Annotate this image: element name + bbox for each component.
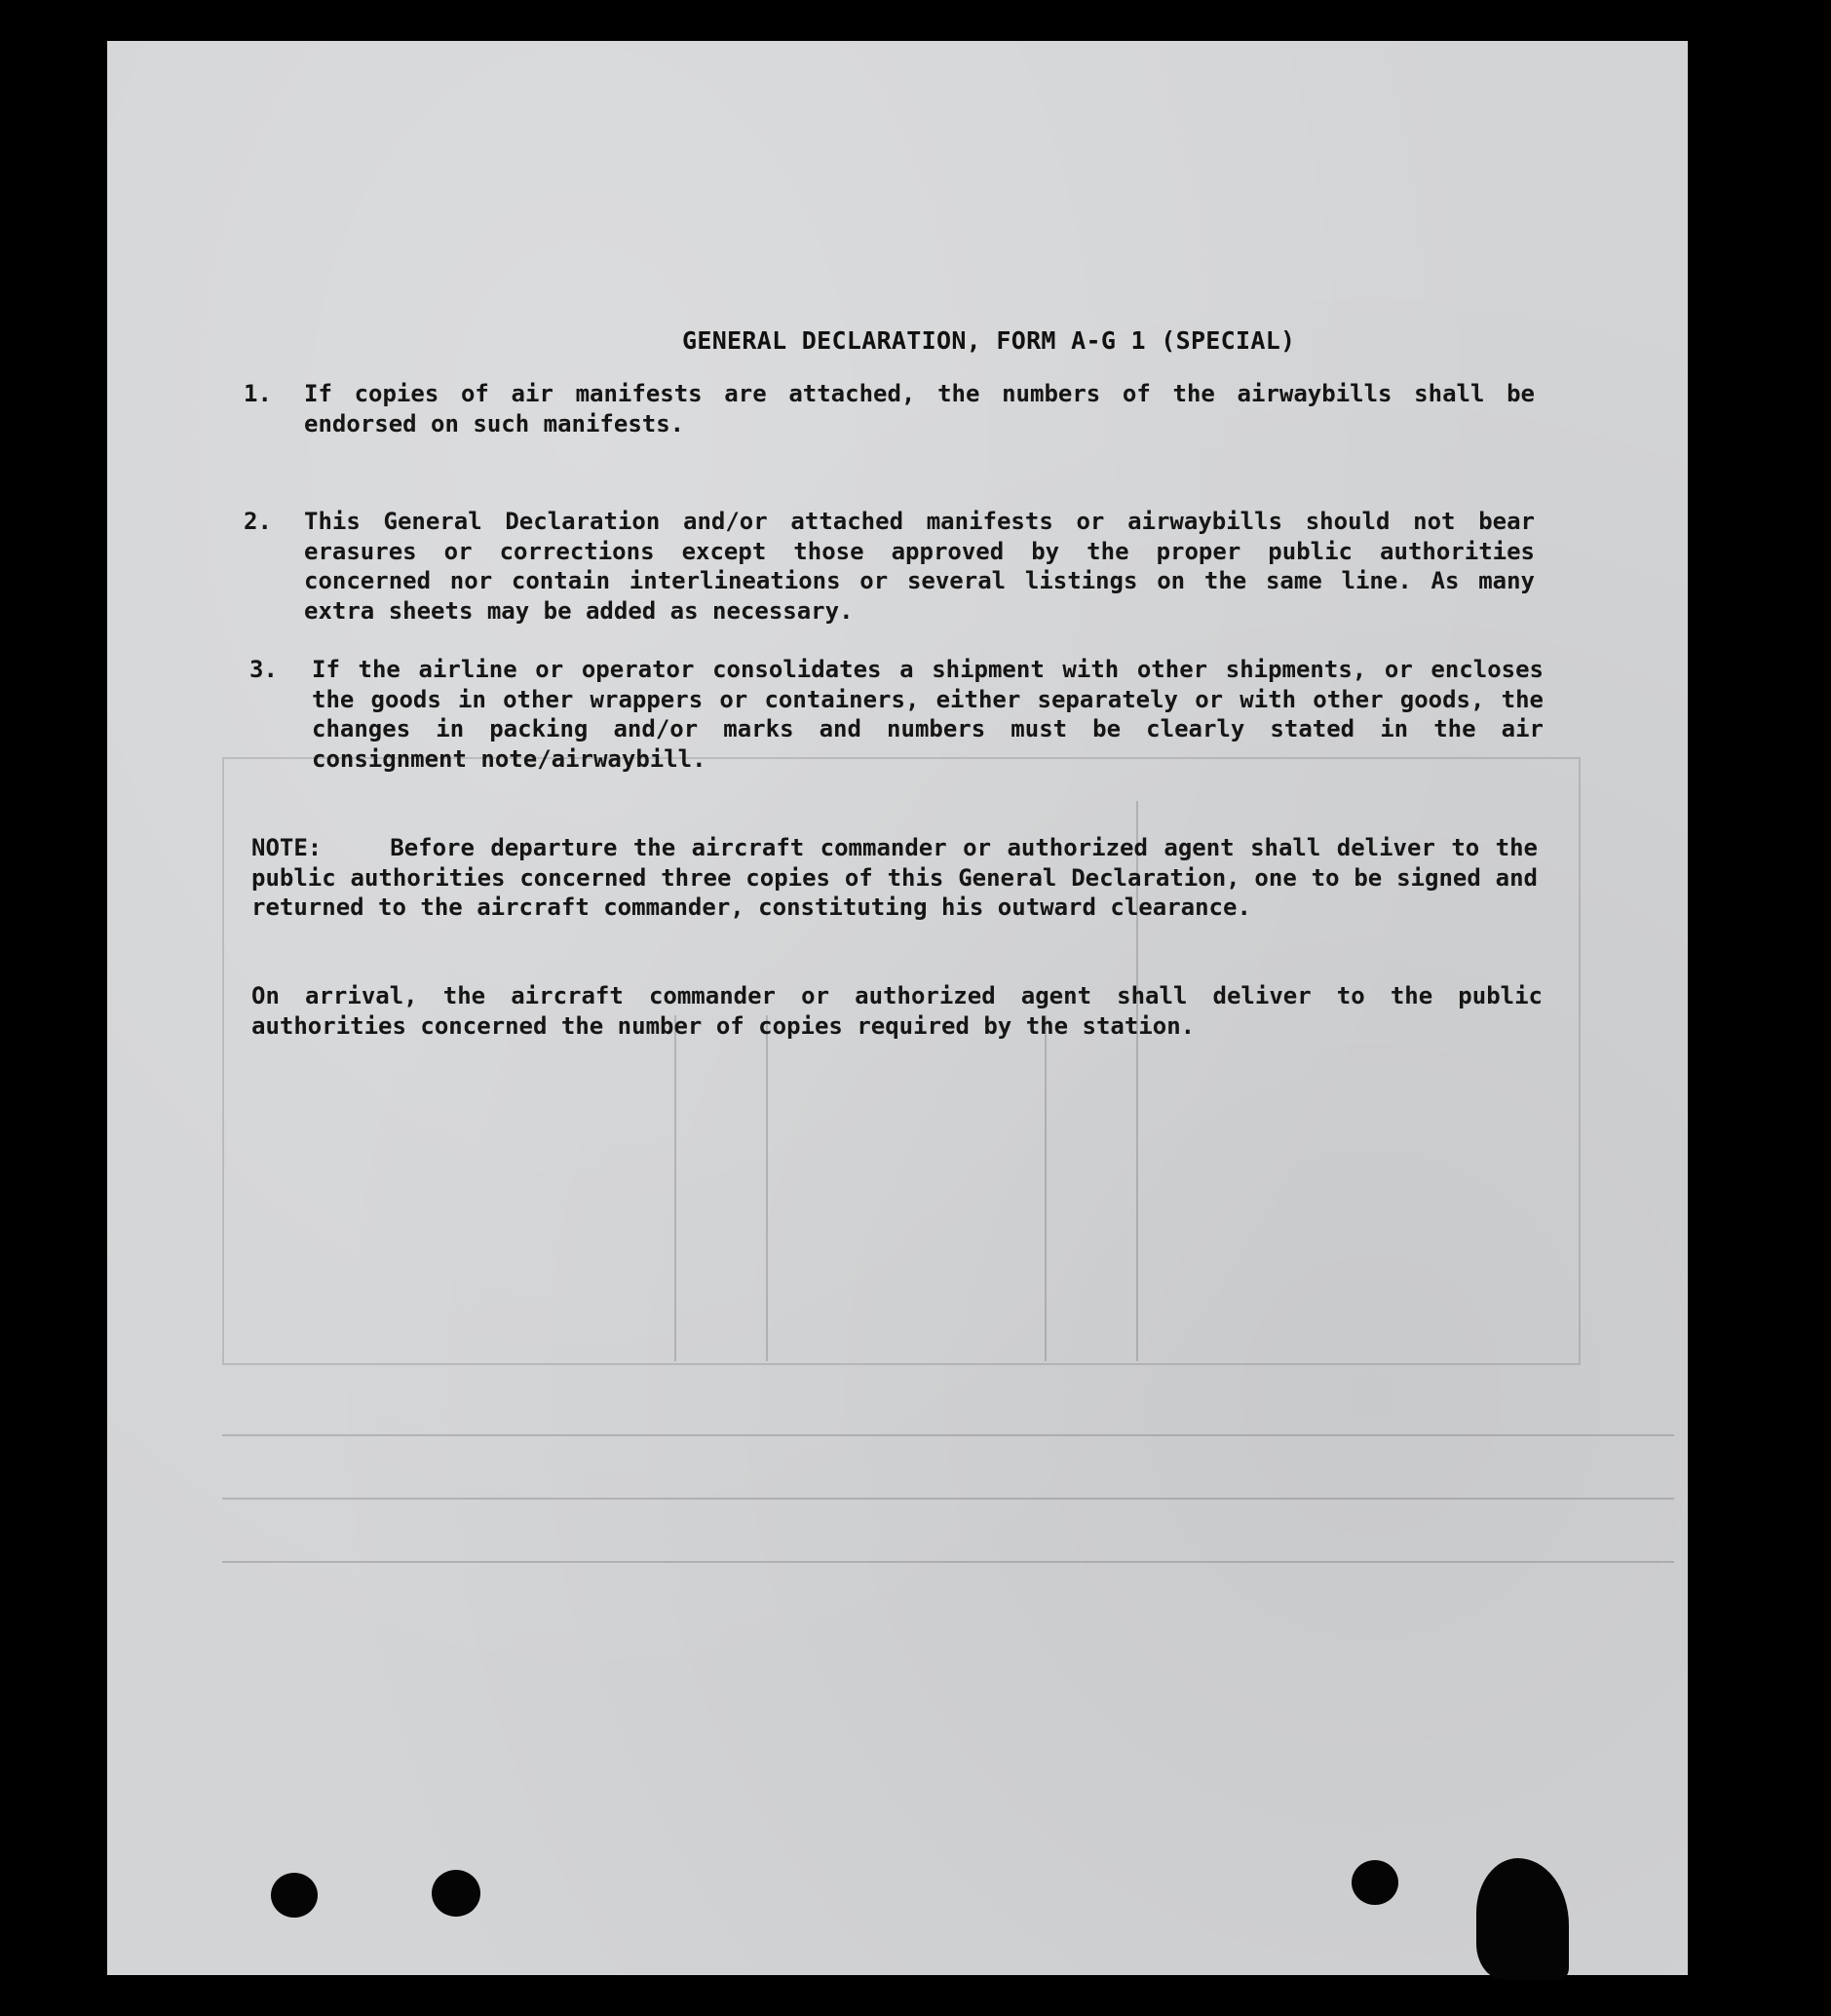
document-title: GENERAL DECLARATION, FORM A-G 1 (SPECIAL)	[682, 326, 1296, 355]
show-through-rule	[222, 1434, 1674, 1436]
show-through-rule	[222, 1498, 1674, 1500]
item-text: This General Declaration and/or attached manifests or airwaybills should not bear erasures or corrections except those approved by the proper public authorities concerned nor contain interlineations or several listings on the same line. As many extra sheets may be added as necessary.	[304, 508, 1535, 625]
arrival-paragraph: On arrival, the aircraft commander or authorized agent shall deliver to the public authorities concerned the number of copies required by the station.	[251, 982, 1543, 1040]
punch-hole	[1352, 1860, 1398, 1905]
item-text: If copies of air manifests are attached, the numbers of the airwaybills shall be endorsed on such manifests.	[304, 380, 1535, 437]
show-through-rule	[674, 1015, 676, 1361]
punch-hole	[271, 1873, 318, 1918]
torn-corner	[1476, 1858, 1569, 1980]
note-text: Before departure the aircraft commander or authorized agent shall deliver to the public authorities concerned three copies of this General Declaration, one to be signed and returned to the aircraft commander, constituting his outward clearance.	[251, 834, 1538, 921]
item-number: 2.	[244, 508, 272, 535]
note-label: NOTE:	[251, 834, 323, 861]
punch-hole	[432, 1870, 480, 1917]
show-through-rule	[766, 1015, 768, 1361]
document-page	[107, 41, 1688, 1975]
item-number: 3.	[249, 656, 278, 683]
item-text: If the airline or operator consolidates a shipment with other shipments, or encloses the goods in other wrappers or containers, either separately or with other goods, the changes in packing and/or marks and numbers must be clearly stated in the air consignment note/airwaybill.	[312, 656, 1544, 773]
item-number: 1.	[244, 380, 272, 407]
show-through-rule	[222, 1561, 1674, 1563]
note-paragraph	[251, 833, 1538, 923]
show-through-rule	[1045, 1015, 1047, 1361]
